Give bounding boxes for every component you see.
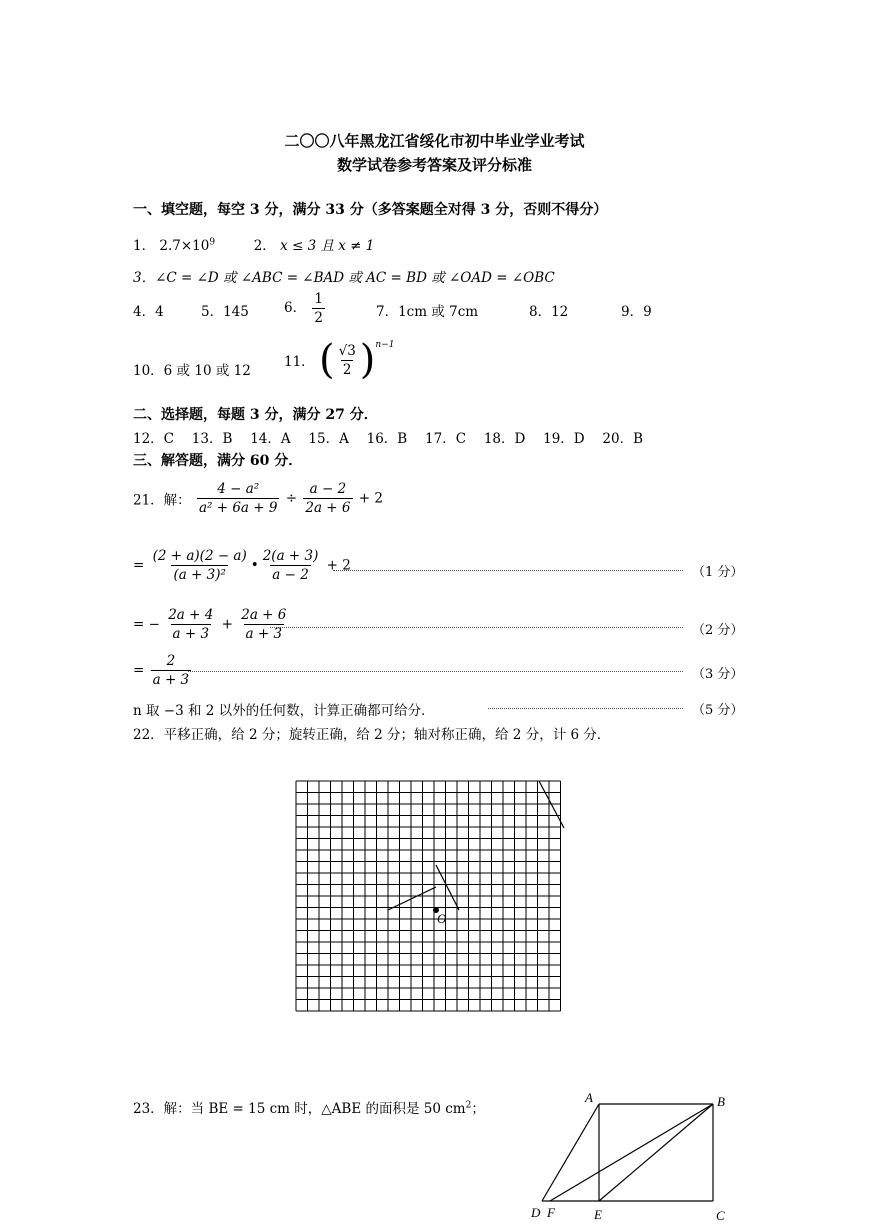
- q21-fraction-2: [303, 480, 352, 517]
- q6-fraction: [312, 290, 325, 327]
- q2-label: 2．: [253, 238, 276, 254]
- q21-fraction-1: [197, 480, 279, 517]
- q21-f2-numerator: a − 2: [309, 481, 347, 497]
- q21-tail: + 2: [358, 490, 383, 507]
- q9-answer: 9．9: [621, 304, 652, 320]
- q21-problem: [133, 480, 383, 517]
- step3-denominator: a + 3: [152, 672, 190, 688]
- step3-leader-dots: [188, 671, 683, 672]
- q4-answer: 4．4: [133, 304, 164, 320]
- section1-heading: 一、填空题，每空 3 分，满分 33 分（多答案题全对得 3 分，否则不得分）: [133, 202, 608, 218]
- step3-fraction: [151, 652, 192, 689]
- label-c: C: [716, 1208, 725, 1223]
- step4-text: n 取 −3 和 2 以外的任何数，计算正确都可给分．: [133, 703, 435, 719]
- q2-answer: x ≤ 3 且 x ≠ 1: [280, 238, 375, 254]
- q7-answer: 7．1cm 或 7cm: [376, 304, 479, 320]
- q6-denominator: 2: [314, 310, 323, 326]
- rotated-segment: [388, 887, 436, 910]
- step1-f2-denominator: a − 2: [272, 567, 309, 583]
- q10-answer: 10．6 或 10 或 12: [133, 363, 251, 379]
- q8-answer: 8．12: [529, 304, 569, 320]
- q21-step2: [133, 606, 290, 643]
- grid-figure: [290, 776, 572, 1022]
- step2-fraction-2: [239, 606, 288, 643]
- step1-fraction-2: [261, 547, 321, 584]
- q22-text: 22．平移正确，给 2 分；旋转正确，给 2 分；轴对称正确，给 2 分，计 6 分．: [133, 727, 611, 743]
- q21-divide: ÷: [285, 490, 298, 507]
- step1-tail: + 2: [326, 557, 351, 574]
- label-b: B: [717, 1094, 725, 1109]
- label-f: F: [547, 1205, 555, 1220]
- q3-answer: 3．∠C = ∠D 或 ∠ABC = ∠BAD 或 AC = BD 或 ∠OAD = ∠OBC: [133, 270, 555, 286]
- step1-score: （1 分）: [692, 565, 744, 580]
- q11-answer: 11． ( $\frac{√3}{2}$ )$^{n-1}$: [284, 337, 395, 383]
- label-a: A: [585, 1090, 593, 1105]
- q11-exponent: n−1: [375, 340, 395, 350]
- step2-score: （2 分）: [692, 623, 744, 638]
- step2-plus: +: [221, 616, 233, 633]
- geometry-figure: [525, 1085, 745, 1228]
- step3-numerator: 2: [166, 653, 176, 669]
- step2-f2-denominator: a + 3: [245, 626, 283, 642]
- step3-score: （3 分）: [692, 667, 744, 682]
- q6-label: 6．: [284, 300, 307, 316]
- segment-bf: [550, 1104, 713, 1201]
- step2-fraction-1: [166, 606, 215, 643]
- label-e: E: [594, 1207, 602, 1222]
- q21-f1-denominator: a² + 6a + 9: [198, 500, 278, 516]
- page-title: 二〇〇八年黑龙江省绥化市初中毕业学业考试: [284, 132, 585, 150]
- grid-lines: [296, 781, 561, 1011]
- translated-segment: [436, 865, 459, 910]
- step1-fraction-1: [151, 547, 249, 584]
- step4-leader-dots: [488, 708, 683, 709]
- q23-text: [133, 1097, 485, 1117]
- step2-f1-numerator: 2a + 4: [168, 607, 214, 623]
- q21-f1-numerator: 4 − a²: [217, 481, 260, 497]
- q21-step3: [133, 652, 193, 689]
- step4-score: （5 分）: [692, 703, 744, 718]
- q21-step1: [133, 547, 351, 584]
- step1-f2-numerator: 2(a + 3): [262, 548, 319, 564]
- step1-equals: =: [133, 557, 145, 574]
- point-o-label: O: [437, 911, 447, 926]
- step1-f1-numerator: (2 + a)(2 − a): [152, 548, 247, 564]
- step1-f1-denominator: (a + 3)²: [173, 567, 226, 583]
- segment-ad: [542, 1104, 599, 1201]
- segment-be: [599, 1104, 713, 1201]
- q21-label: 21．解：: [133, 492, 191, 509]
- q6-answer: [284, 290, 327, 327]
- step3-equals: =: [133, 662, 145, 679]
- q6-numerator: 1: [314, 291, 323, 307]
- q23-end: ；: [471, 1101, 485, 1117]
- step1-leader-dots: [333, 570, 683, 571]
- step1-dot: •: [250, 557, 259, 574]
- q1-label: 1．: [133, 238, 156, 254]
- q1-exponent: 9: [209, 237, 216, 248]
- step2-f2-numerator: 2a + 6: [241, 607, 287, 623]
- q23-statement: 23．解：当 BE = 15 cm 时，△ABE 的面积是 50 cm: [133, 1101, 466, 1117]
- q11-label: 11．: [284, 354, 315, 370]
- q11-fraction: [337, 342, 358, 379]
- q5-answer: 5．145: [201, 304, 249, 320]
- step2-leader-dots: [270, 627, 683, 628]
- section2-heading: 二、选择题，每题 3 分，满分 27 分．: [133, 407, 378, 423]
- step2-f1-denominator: a + 3: [172, 626, 210, 642]
- section3-heading: 三、解答题，满分 60 分．: [133, 453, 303, 469]
- choice-answers: 12．C 13．B 14．A 15．A 16．B 17．C 18．D 19．D 20．B: [133, 431, 644, 447]
- step2-equals: = −: [133, 616, 160, 633]
- q23-exponent: 2: [465, 1100, 472, 1111]
- label-d: D: [531, 1205, 541, 1220]
- q11-numerator: √3: [338, 342, 356, 359]
- page-subtitle: 数学试卷参考答案及评分标准: [336, 156, 532, 174]
- q21-f2-denominator: 2a + 6: [305, 500, 351, 516]
- q11-denominator: 2: [342, 361, 352, 378]
- answer-line-1: [133, 234, 374, 254]
- q1-answer: 2.7×10: [159, 238, 210, 254]
